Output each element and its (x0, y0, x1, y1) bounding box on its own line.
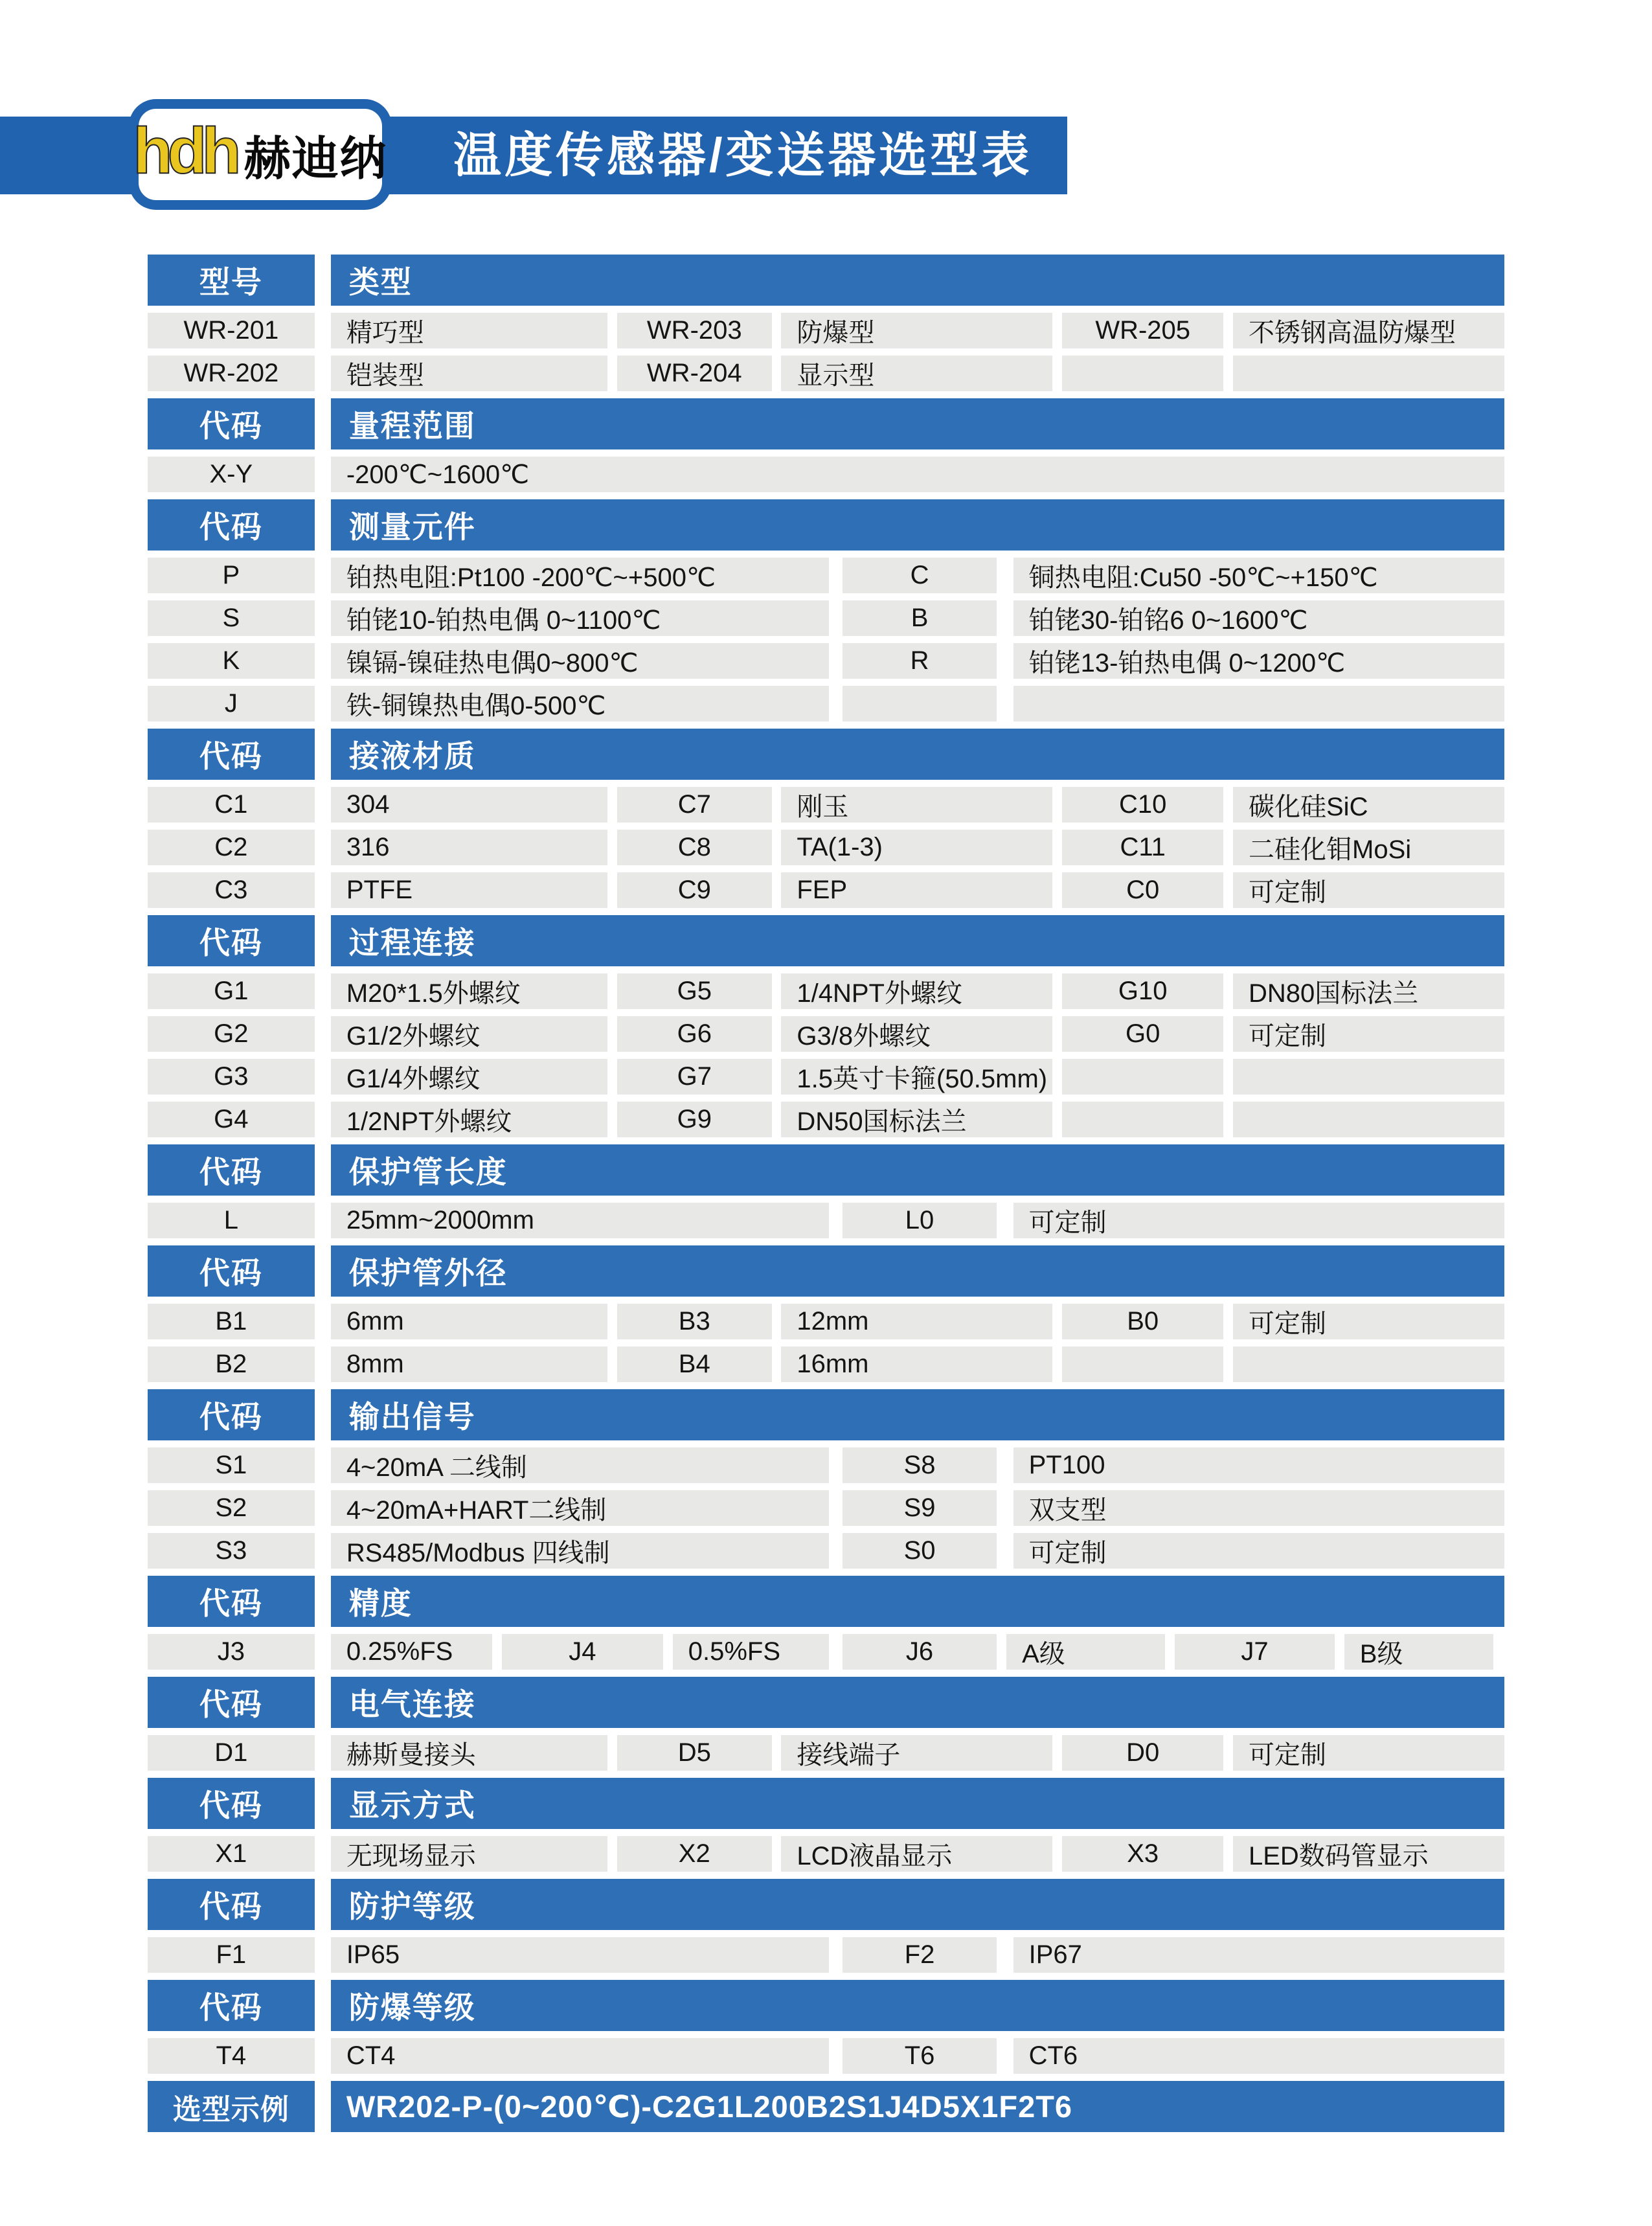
example-value: WR202-P-(0~200℃)-C2G1L200B2S1J4D5X1F2T6 (331, 2081, 1504, 2132)
value-cell: IP65 (331, 1937, 829, 1973)
code-cell: G9 (617, 1102, 772, 1137)
header-code-label: 代码 (148, 398, 315, 449)
code-cell: J6 (843, 1634, 997, 1670)
value-cell: 可定制 (1233, 1735, 1504, 1771)
value-cell: 铂铑10-铂热电偶 0~1100℃ (331, 600, 829, 636)
value-cell: 可定制 (1013, 1533, 1504, 1569)
code-cell (1062, 356, 1223, 391)
section-header (148, 1576, 1504, 1627)
table-row (148, 1836, 1504, 1872)
code-cell: B3 (617, 1304, 772, 1339)
value-cell: PT100 (1013, 1448, 1504, 1483)
table-row (148, 1937, 1504, 1973)
value-cell: FEP (781, 872, 1052, 908)
header-title: 防爆等级 (331, 1980, 1504, 2031)
code-cell: G7 (617, 1059, 772, 1095)
table-row (148, 973, 1504, 1009)
section-header (148, 1778, 1504, 1829)
header-title: 量程范围 (331, 398, 1504, 449)
section-header (148, 1389, 1504, 1440)
table-row (148, 1059, 1504, 1095)
code-cell: S0 (843, 1533, 997, 1569)
code-cell (843, 686, 997, 721)
table-row (148, 1304, 1504, 1339)
table-row (148, 787, 1504, 823)
table-row (148, 313, 1504, 348)
value-cell: 铜热电阻:Cu50 -50℃~+150℃ (1013, 558, 1504, 593)
brand-logo-mark: hdh (133, 114, 236, 187)
example-label: 选型示例 (148, 2081, 315, 2132)
value-cell: B级 (1344, 1634, 1493, 1670)
header-code-label: 代码 (148, 1245, 315, 1297)
code-cell: C7 (617, 787, 772, 823)
header-title: 过程连接 (331, 915, 1504, 966)
value-cell: 4~20mA 二线制 (331, 1448, 829, 1483)
table-row (148, 2038, 1504, 2074)
value-cell: 316 (331, 830, 607, 865)
value-cell: 接线端子 (781, 1735, 1052, 1771)
section-header (148, 1677, 1504, 1728)
code-cell: T6 (843, 2038, 997, 2074)
table-row (148, 1533, 1504, 1569)
value-cell: 碳化硅SiC (1233, 787, 1504, 823)
header-title: 输出信号 (331, 1389, 1504, 1440)
value-cell: 可定制 (1233, 1016, 1504, 1052)
value-cell: 赫斯曼接头 (331, 1735, 607, 1771)
value-cell: 二硅化钼MoSi (1233, 830, 1504, 865)
header-title: 保护管长度 (331, 1144, 1504, 1196)
code-cell: C2 (148, 830, 315, 865)
code-cell: F1 (148, 1937, 315, 1973)
code-cell: C11 (1062, 830, 1223, 865)
code-cell: S3 (148, 1533, 315, 1569)
code-cell: S2 (148, 1490, 315, 1526)
code-cell: D0 (1062, 1735, 1223, 1771)
header-title: 精度 (331, 1576, 1504, 1627)
code-cell: C1 (148, 787, 315, 823)
code-cell: S8 (843, 1448, 997, 1483)
section-header (148, 729, 1504, 780)
value-cell: 铠装型 (331, 356, 607, 391)
value-cell (1233, 1102, 1504, 1137)
code-cell: B2 (148, 1346, 315, 1382)
value-cell: DN50国标法兰 (781, 1102, 1052, 1137)
value-cell: 铂铑30-铂铭6 0~1600℃ (1013, 600, 1504, 636)
code-cell: S (148, 600, 315, 636)
value-cell: 6mm (331, 1304, 607, 1339)
page-title: 温度传感器/变送器选型表 (453, 128, 1033, 182)
code-cell: B1 (148, 1304, 315, 1339)
code-cell: WR-204 (617, 356, 772, 391)
table-row (148, 1490, 1504, 1526)
value-cell: 0.25%FS (331, 1634, 492, 1670)
header-code-label: 代码 (148, 729, 315, 780)
section-header (148, 915, 1504, 966)
code-cell: L (148, 1203, 315, 1238)
code-cell: S1 (148, 1448, 315, 1483)
header-code-label: 代码 (148, 1879, 315, 1930)
table-sections (148, 255, 1504, 2074)
code-cell: G1 (148, 973, 315, 1009)
code-cell: X3 (1062, 1836, 1223, 1872)
header-code-label: 代码 (148, 1677, 315, 1728)
table-row (148, 457, 1504, 492)
code-cell: J3 (148, 1634, 315, 1670)
code-cell: J7 (1175, 1634, 1335, 1670)
code-cell: B4 (617, 1346, 772, 1382)
value-cell: 12mm (781, 1304, 1052, 1339)
table-row (148, 558, 1504, 593)
code-cell: B0 (1062, 1304, 1223, 1339)
table-row (148, 643, 1504, 679)
code-cell: G4 (148, 1102, 315, 1137)
value-cell: 25mm~2000mm (331, 1203, 829, 1238)
value-cell: 无现场显示 (331, 1836, 607, 1872)
table-row (148, 1346, 1504, 1382)
header-code-label: 代码 (148, 1980, 315, 2031)
header-code-label: 代码 (148, 1144, 315, 1196)
table-row (148, 686, 1504, 721)
code-cell (1062, 1346, 1223, 1382)
table-row (148, 1016, 1504, 1052)
value-cell: 不锈钢高温防爆型 (1233, 313, 1504, 348)
value-cell: -200℃~1600℃ (331, 457, 1504, 492)
value-cell: CT6 (1013, 2038, 1504, 2074)
code-cell: X2 (617, 1836, 772, 1872)
example-row (148, 2081, 1504, 2132)
value-cell: 防爆型 (781, 313, 1052, 348)
value-cell: G3/8外螺纹 (781, 1016, 1052, 1052)
selection-table (148, 255, 1504, 2132)
code-cell: K (148, 643, 315, 679)
code-cell: R (843, 643, 997, 679)
table-row (148, 872, 1504, 908)
code-cell: B (843, 600, 997, 636)
value-cell (1233, 356, 1504, 391)
value-cell (1233, 1346, 1504, 1382)
code-cell: D5 (617, 1735, 772, 1771)
code-cell: F2 (843, 1937, 997, 1973)
value-cell: 4~20mA+HART二线制 (331, 1490, 829, 1526)
header-title: 接液材质 (331, 729, 1504, 780)
brand-logo (129, 99, 392, 210)
header-code-label: 型号 (148, 255, 315, 306)
code-cell: X1 (148, 1836, 315, 1872)
value-cell: 1.5英寸卡箍(50.5mm) (781, 1059, 1052, 1095)
code-cell: D1 (148, 1735, 315, 1771)
value-cell: 304 (331, 787, 607, 823)
code-cell: S9 (843, 1490, 997, 1526)
value-cell: 16mm (781, 1346, 1052, 1382)
code-cell: WR-205 (1062, 313, 1223, 348)
code-cell: L0 (843, 1203, 997, 1238)
header-title: 测量元件 (331, 499, 1504, 551)
value-cell: 8mm (331, 1346, 607, 1382)
value-cell: 精巧型 (331, 313, 607, 348)
code-cell: G3 (148, 1059, 315, 1095)
table-row (148, 600, 1504, 636)
header-title: 电气连接 (331, 1677, 1504, 1728)
value-cell: 可定制 (1233, 872, 1504, 908)
value-cell: TA(1-3) (781, 830, 1052, 865)
value-cell: 可定制 (1233, 1304, 1504, 1339)
value-cell: IP67 (1013, 1937, 1504, 1973)
code-cell: C3 (148, 872, 315, 908)
code-cell: J4 (502, 1634, 663, 1670)
code-cell: WR-203 (617, 313, 772, 348)
code-cell: G2 (148, 1016, 315, 1052)
section-header (148, 1980, 1504, 2031)
value-cell: G1/4外螺纹 (331, 1059, 607, 1095)
code-cell: C10 (1062, 787, 1223, 823)
value-cell: RS485/Modbus 四线制 (331, 1533, 829, 1569)
value-cell: 显示型 (781, 356, 1052, 391)
value-cell: 铁-铜镍热电偶0-500℃ (331, 686, 829, 721)
code-cell: J (148, 686, 315, 721)
value-cell (1233, 1059, 1504, 1095)
code-cell: WR-202 (148, 356, 315, 391)
value-cell: 铂热电阻:Pt100 -200℃~+500℃ (331, 558, 829, 593)
value-cell: 1/2NPT外螺纹 (331, 1102, 607, 1137)
code-cell: X-Y (148, 457, 315, 492)
section-header (148, 1144, 1504, 1196)
table-row (148, 1735, 1504, 1771)
value-cell: M20*1.5外螺纹 (331, 973, 607, 1009)
value-cell: DN80国标法兰 (1233, 973, 1504, 1009)
section-header (148, 255, 1504, 306)
table-row (148, 356, 1504, 391)
value-cell: 铂铑13-铂热电偶 0~1200℃ (1013, 643, 1504, 679)
code-cell: T4 (148, 2038, 315, 2074)
header-code-label: 代码 (148, 1389, 315, 1440)
code-cell: C (843, 558, 997, 593)
code-cell: C8 (617, 830, 772, 865)
code-cell: P (148, 558, 315, 593)
header-code-label: 代码 (148, 1778, 315, 1829)
value-cell: 刚玉 (781, 787, 1052, 823)
header-title: 类型 (331, 255, 1504, 306)
value-cell: LCD液晶显示 (781, 1836, 1052, 1872)
section-header (148, 499, 1504, 551)
header-title: 显示方式 (331, 1778, 1504, 1829)
header-code-label: 代码 (148, 499, 315, 551)
header-title: 保护管外径 (331, 1245, 1504, 1297)
header-code-label: 代码 (148, 915, 315, 966)
code-cell: C9 (617, 872, 772, 908)
header-title: 防护等级 (331, 1879, 1504, 1930)
table-row (148, 1448, 1504, 1483)
value-cell: 1/4NPT外螺纹 (781, 973, 1052, 1009)
value-cell: PTFE (331, 872, 607, 908)
code-cell (1062, 1059, 1223, 1095)
table-row (148, 1634, 1504, 1670)
value-cell: G1/2外螺纹 (331, 1016, 607, 1052)
value-cell: LED数码管显示 (1233, 1836, 1504, 1872)
code-cell: C0 (1062, 872, 1223, 908)
value-cell: 双支型 (1013, 1490, 1504, 1526)
table-row (148, 830, 1504, 865)
value-cell: 0.5%FS (673, 1634, 829, 1670)
section-header (148, 1245, 1504, 1297)
value-cell: 可定制 (1013, 1203, 1504, 1238)
code-cell: G5 (617, 973, 772, 1009)
code-cell (1062, 1102, 1223, 1137)
section-header (148, 1879, 1504, 1930)
value-cell (1013, 686, 1504, 721)
code-cell: G0 (1062, 1016, 1223, 1052)
table-row (148, 1102, 1504, 1137)
value-cell: 镍镉-镍硅热电偶0~800℃ (331, 643, 829, 679)
value-cell: A级 (1006, 1634, 1165, 1670)
value-cell: CT4 (331, 2038, 829, 2074)
code-cell: G10 (1062, 973, 1223, 1009)
table-row (148, 1203, 1504, 1238)
brand-logo-name: 赫迪纳 (243, 133, 388, 185)
header-code-label: 代码 (148, 1576, 315, 1627)
section-header (148, 398, 1504, 449)
code-cell: WR-201 (148, 313, 315, 348)
code-cell: G6 (617, 1016, 772, 1052)
